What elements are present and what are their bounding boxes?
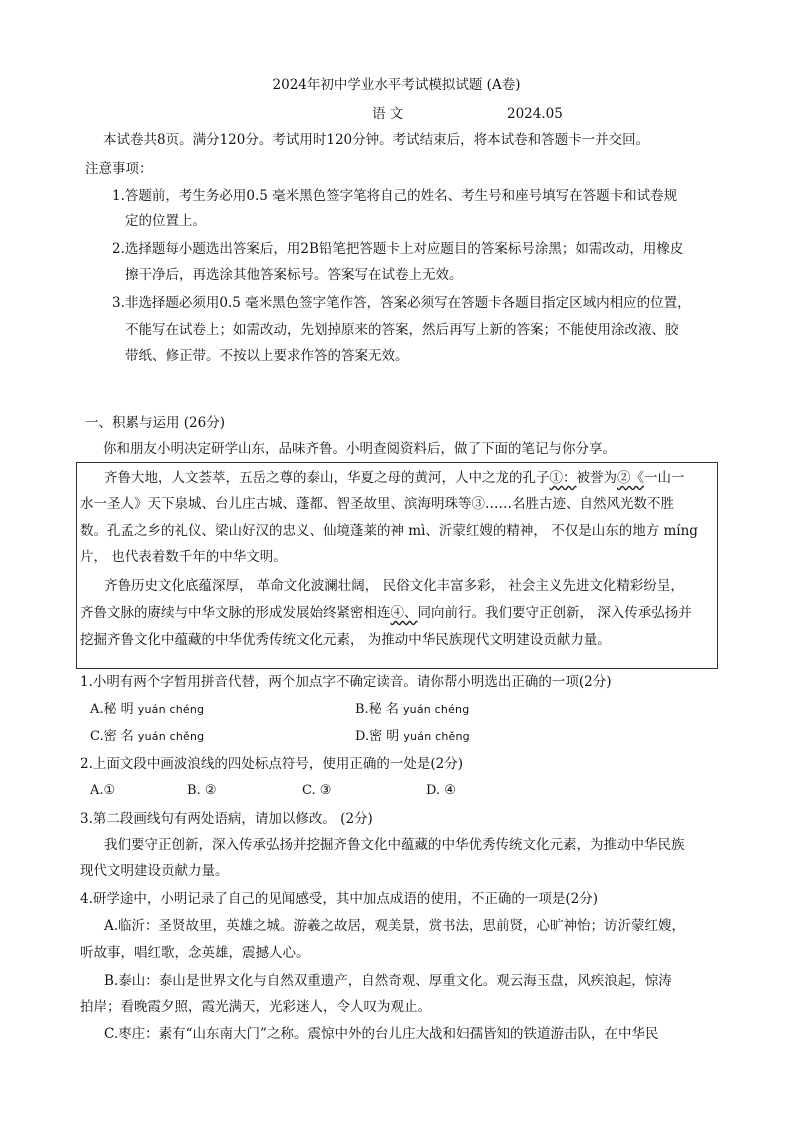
note-3-line-1: 3.非选择题必须用0.5 毫米黑色签字笔作答，答案必须写在答题卡各题目指定区域内相应的位置， (112, 295, 691, 311)
note-3-line-2: 不能写在试卷上；如需改动，先划掉原来的答案，然后再写上新的答案；不能使用涂改液、胶 (125, 322, 679, 338)
note-3-line-3: 带纸、修正带。不按以上要求作答的答案无效。 (125, 348, 409, 364)
option-pinyin: yuán chěng (137, 730, 205, 743)
passage-text: 齐鲁文脉的赓续与中华文脉的形成发展始终紧密相连 (80, 605, 391, 621)
passage-text: 一山一 (644, 470, 685, 486)
passage-p1-line-4: 片， 也代表着数千年的中华文明。 (80, 549, 287, 565)
note-2-line-1: 2.选择题每小题选出答案后，用2B铅笔把答题卡上对应题目的答案标号涂黑；如需改动，用橡皮 (112, 241, 684, 257)
passage-text: 同向前行。我们要守正创新， 深入传承弘扬并 (417, 605, 692, 621)
question-3-sentence-line-2: 现代文明建设贡献力量。 (80, 863, 229, 879)
notes-label: 注意事项： (85, 161, 153, 177)
passage-p1-line-3: 数。孔孟之乡的礼仪、梁山好汉的忠义、仙境蓬莱的神 mì、沂蒙红嫂的精神， 不仅是山东的地方 míng (80, 523, 698, 539)
exam-title: 2024年初中学业水平考试模拟试题 (A卷) (272, 77, 521, 93)
section-1-intro: 你和朋友小明决定研学山东，品味齐鲁。小明查阅资料后，做了下面的笔记与你分享。 (103, 441, 616, 457)
question-2-option-a: A.① (90, 783, 116, 798)
question-4-option-a-line-2: 听故事，唱红歌，念英雄，震撼人心。 (80, 945, 310, 961)
option-pinyin: yuán chéng (137, 703, 205, 716)
punct-mark-4: ④、 (390, 605, 418, 621)
question-4-option-b-line-2: 拍岸；看晚霞夕照，霞光满天，光彩迷人，令人叹为观止。 (80, 999, 431, 1015)
question-4-stem: 4.研学途中，小明记录了自己的见闻感受，其中加点成语的使用，不正确的一项是(2分) (80, 891, 599, 907)
question-3-stem: 3.第二段画线句有两处语病，请加以修改。 (2分) (80, 811, 373, 827)
question-3-sentence-line-1: 我们要守正创新，深入传承弘扬并挖掘齐鲁文化中蕴藏的中华优秀传统文化元素，为推动中华民族 (104, 837, 685, 853)
passage-p2-line-3: 挖掘齐鲁文化中蕴藏的中华优秀传统文化元素， 为推动中华民族现代文明建设贡献力量。 (80, 632, 611, 648)
subject-label: 语 文 (372, 106, 404, 122)
question-2-option-c: C. ③ (302, 783, 332, 798)
passage-text: 被誉为 (576, 470, 617, 486)
question-1-option-d (355, 728, 470, 746)
option-pinyin: yuán chéng (402, 703, 470, 716)
punct-mark-1: ①： (549, 470, 577, 486)
question-4-option-a-line-1: A.临沂：圣贤故里，英雄之城。游羲之故居，观美景，赏书法，思前贤，心旷神怡；访沂蒙红嫂， (104, 918, 686, 934)
option-text: D.密 明 (355, 729, 400, 744)
question-2-option-d: D. ④ (426, 783, 456, 798)
question-1-option-a (90, 701, 204, 719)
passage-p1-line-2: 水一圣人》天下泉城、台儿庄古城、蓬都、智圣故里、滨海明珠等③……名胜古迹、自然风光数不胜 (80, 496, 674, 512)
note-2-line-2: 擦干净后，再选涂其他答案标号。答案写在试卷上无效。 (125, 267, 463, 283)
option-text: A.秘 明 (90, 702, 134, 717)
section-1-heading: 一、积累与运用 (26分) (85, 415, 226, 431)
note-1-line-1: 1.答题前，考生务必用0.5 毫米黑色签字笔将自己的姓名、考生号和座号填写在答题卡和试卷规 (112, 188, 678, 204)
question-1-option-c (90, 728, 204, 746)
exam-intro: 本试卷共8页。满分120分。考试用时120分钟。考试结束后，将本试卷和答题卡一并交回。 (103, 132, 650, 148)
exam-date: 2024.05 (507, 106, 563, 122)
passage-text: 齐鲁大地，人文荟萃，五岳之尊的泰山，华夏之母的黄河，人中之龙的孔子 (104, 470, 550, 486)
option-pinyin: yuán chěng (403, 730, 470, 743)
question-4-option-c-line-1: C.枣庄：素有“山东南大门”之称。震惊中外的台儿庄大战和妇孺皆知的铁道游击队，在中华民 (104, 1026, 659, 1042)
passage-p1-line-1 (104, 469, 685, 487)
question-2-option-b: B. ② (187, 783, 217, 798)
punct-mark-2: ②《 (617, 470, 644, 486)
note-1-line-2: 定的位置上。 (125, 213, 206, 229)
option-text: C.密 名 (90, 729, 134, 744)
question-1-option-b (355, 701, 469, 719)
question-4-option-b-line-1: B.泰山：泰山是世界文化与自然双重遗产，自然奇观、厚重文化。观云海玉盘，风疾浪起，惊涛 (104, 973, 672, 989)
question-1-stem: 1.小明有两个字暂用拼音代替，两个加点字不确定读音。请你帮小明选出正确的一项(2分) (80, 674, 612, 690)
passage-p2-line-1: 齐鲁历史文化底蕴深厚， 革命文化波澜壮阔， 民俗文化丰富多彩， 社会主义先进文化精彩纷呈， (104, 578, 684, 594)
question-2-stem: 2.上面文段中画波浪线的四处标点符号，使用正确的一处是(2分) (80, 756, 464, 772)
passage-p2-line-2 (80, 604, 692, 622)
option-text: B.秘 名 (355, 702, 399, 717)
